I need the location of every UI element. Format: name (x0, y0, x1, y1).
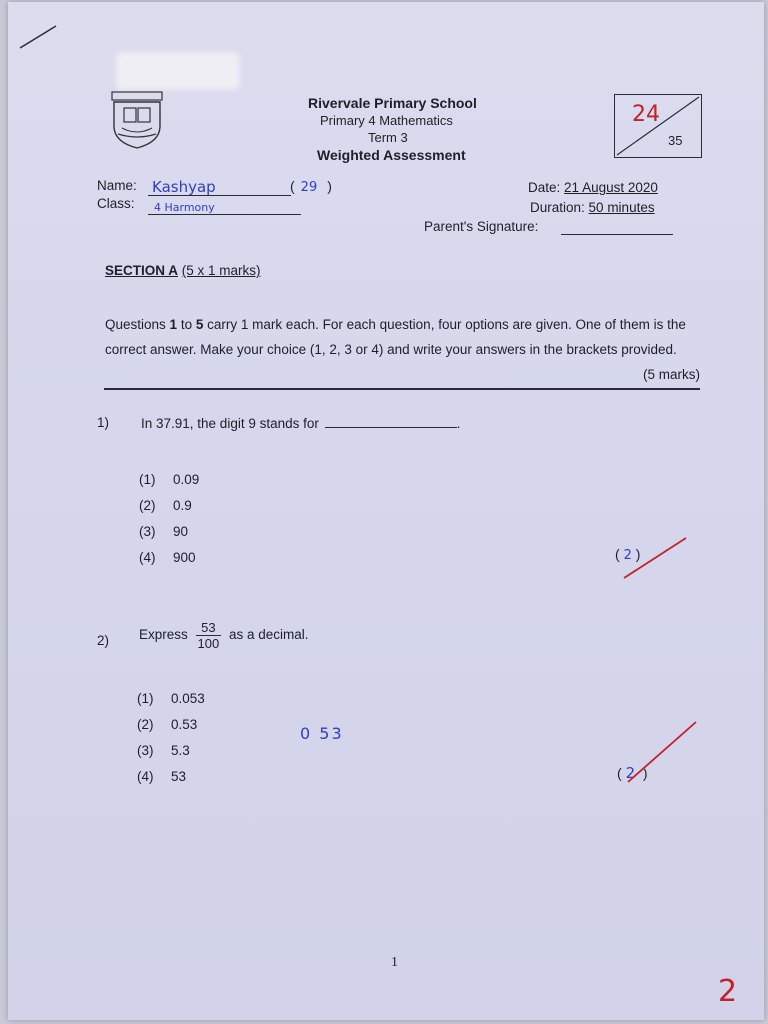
q2-number: 2) (97, 633, 110, 648)
class-label: Class: (97, 196, 135, 211)
date-field (528, 180, 658, 195)
q2-option-4 (137, 769, 186, 784)
subject-title: Primary 4 Mathematics (320, 113, 453, 128)
corner-page-mark: 2 (718, 974, 738, 1009)
section-title: SECTION A (105, 263, 179, 278)
option-value: 53 (171, 769, 187, 784)
q2-denominator: 100 (197, 636, 220, 651)
class-line (148, 198, 301, 215)
option-number: (3) (139, 524, 156, 539)
class-value: 4 Harmony (154, 201, 215, 214)
instr-text-b: to (177, 317, 196, 332)
section-divider (104, 388, 700, 390)
q1-blank (325, 415, 457, 428)
q1-answer: 2 (623, 548, 632, 563)
q2-working: 0 53 (300, 724, 344, 743)
name-label: Name: (97, 178, 137, 193)
score-obtained: 24 (632, 102, 660, 127)
q2-numerator: 53 (196, 620, 222, 636)
q2-option-3 (137, 743, 190, 758)
option-value: 90 (173, 524, 189, 539)
q2-answer: 2 (625, 764, 636, 782)
instr-bold-2: 5 (195, 317, 204, 332)
exam-paper (8, 2, 764, 1020)
q1-tick-mark (620, 534, 692, 582)
name-line (148, 178, 291, 196)
q1-text: In 37.91, the digit 9 stands for (141, 416, 319, 431)
date-value: 21 August 2020 (564, 180, 658, 195)
index-field: ( 29 ) (290, 178, 332, 195)
q1-number: 1) (97, 415, 110, 430)
name-value: Kashyap (152, 178, 216, 196)
option-value: 900 (173, 550, 196, 565)
q2-fraction (196, 620, 222, 651)
school-crest-icon (108, 90, 166, 152)
option-number: (4) (139, 550, 156, 565)
date-label: Date: (528, 180, 561, 195)
section-marks-note: (5 x 1 marks) (181, 263, 261, 278)
term-label: Term 3 (368, 130, 408, 145)
option-number: (3) (137, 743, 154, 758)
instr-text-c: carry 1 mark each. For each question, four options are given. One of them is the correct answer. Make your choice (1, 2, 3 or 4) and write your answers in the brackets provided. (105, 317, 686, 357)
parent-signature-label: Parent's Signature: (424, 219, 539, 234)
q1-text-row: In 37.91, the digit 9 stands for . (141, 416, 461, 431)
q1-option-1 (139, 472, 199, 487)
option-value: 0.53 (171, 717, 198, 732)
q1-answer-bracket: ( 2 ) (615, 546, 641, 563)
q2-answer-bracket: ( 2 ) (617, 764, 648, 782)
option-value: 0.053 (171, 691, 205, 706)
option-number: (2) (137, 717, 154, 732)
page-number: 1 (391, 955, 398, 970)
option-number: (1) (137, 691, 154, 706)
assessment-title: Weighted Assessment (317, 147, 466, 163)
section-heading (105, 263, 261, 278)
section-instructions (105, 312, 700, 387)
q2-option-1 (137, 691, 205, 706)
duration-value: 50 minutes (588, 200, 655, 215)
option-number: (1) (139, 472, 156, 487)
option-value: 5.3 (171, 743, 190, 758)
pen-stroke-mark (18, 22, 60, 52)
score-total: 35 (668, 133, 683, 148)
q1-option-3 (139, 524, 188, 539)
instr-bold-1: 1 (169, 317, 178, 332)
index-value: 29 (300, 180, 318, 195)
q1-option-2 (139, 498, 192, 513)
duration-field (530, 200, 655, 215)
parent-signature-line (561, 219, 673, 235)
instr-text-a: Questions (105, 317, 170, 332)
q2-text-pre: Express (139, 627, 188, 643)
duration-label: Duration: (530, 200, 585, 215)
q2-option-2 (137, 717, 197, 732)
q1-option-4 (139, 550, 196, 565)
option-value: 0.9 (173, 498, 192, 513)
q2-text-row (139, 620, 309, 651)
q2-tick-mark (622, 718, 702, 788)
option-number: (4) (137, 769, 154, 784)
redacted-sticker (116, 52, 240, 90)
option-value: 0.09 (173, 472, 200, 487)
q2-text-post: as a decimal. (229, 627, 309, 643)
school-name: Rivervale Primary School (308, 95, 477, 111)
instr-marks: (5 marks) (643, 367, 700, 382)
option-number: (2) (139, 498, 156, 513)
